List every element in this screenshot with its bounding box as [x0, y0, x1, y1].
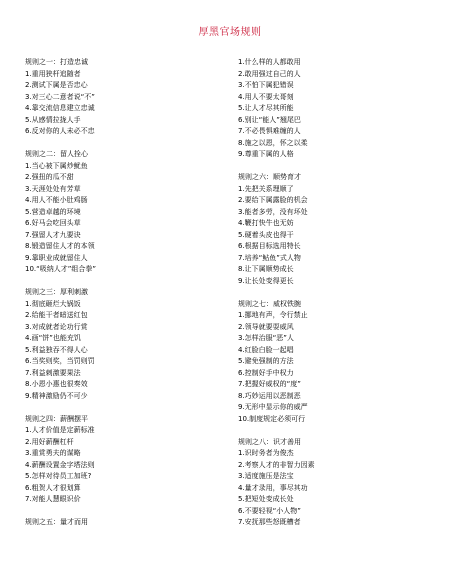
section-heading: 规则之八：识才善用 [238, 437, 301, 446]
list-item: 6.反对你的人未必不忠 [25, 127, 95, 135]
spacer [25, 402, 230, 414]
list-item: 3.不怕下属犯错误 [238, 81, 294, 89]
list-item: 6.好马会吃回头草 [25, 219, 81, 227]
list-item: 6.根据目标选用特长 [238, 242, 301, 250]
left-column [25, 57, 230, 529]
list-item: 4.用人不能小肚鸡肠 [25, 196, 88, 204]
section-heading: 规则之一：打造忠诚 [25, 58, 88, 66]
list-item: 1.重用狭杆追随者 [25, 69, 81, 78]
list-item: 5.营造卓越的环境 [25, 207, 81, 216]
list-item: 4.靠交流信息建立忠诚 [25, 104, 95, 112]
list-item: 5.从感情拉拢人手 [25, 115, 81, 124]
list-item: 7.强留人才九要诀 [25, 230, 81, 239]
spacer [25, 138, 230, 150]
list-item: 8.锻造留住人才的本领 [25, 242, 95, 250]
spacer [238, 161, 443, 173]
list-item: 3.重赏勇夫的谋略 [25, 449, 81, 457]
list-item: 4.鞭打快牛也无妨 [238, 219, 294, 227]
list-item: 5.让人才尽其所能 [238, 104, 294, 112]
list-item: 3.怎样治服“恶”人 [238, 334, 294, 342]
list-item: 9.让长处变得更长 [238, 276, 294, 285]
list-item: 2.要给下属露脸的机会 [238, 196, 308, 204]
section-heading: 规则之二：留人拴心 [25, 150, 88, 158]
list-item: 9.精神激励仍不可少 [25, 391, 88, 400]
list-item: 5.怎样对待员工加班? [25, 472, 92, 480]
spacer [238, 425, 443, 437]
list-item: 2.给能干者暗送红包 [25, 311, 88, 319]
list-item: 2.强扭的瓜不甜 [25, 173, 74, 181]
section-heading: 规则之三：厚利刺激 [25, 288, 88, 296]
list-item: 3.对三心二意者说“不” [25, 92, 95, 101]
list-item: 8.小恩小惠也很奏效 [25, 380, 88, 388]
list-item: 8.让下属顺势成长 [238, 265, 294, 273]
list-item: 6.控制好手中权力 [238, 368, 294, 377]
list-item: 2.考察人才的非智力因素 [238, 460, 315, 469]
list-item: 4.用人不要太哥刻 [238, 92, 294, 101]
list-item: 7.把握好威权的“度” [238, 380, 301, 388]
spacer [25, 506, 230, 518]
section-heading: 规则之六：顺势育才 [238, 173, 301, 181]
list-item: 7.对能人慧眼识价 [25, 495, 81, 503]
list-item: 8.施之以恩，怀之以柔 [238, 138, 308, 147]
list-item: 3.适度施压是法宝 [238, 472, 294, 480]
list-item: 1.人才价值是定薪标准 [25, 426, 95, 434]
list-item: 9.靠职业成就留住人 [25, 253, 88, 262]
list-item: 3.天涯处处有芳草 [25, 184, 81, 193]
list-item: 7.利益刺激要果法 [25, 368, 81, 377]
list-item: 4.量才录用，事尽其功 [238, 483, 308, 492]
list-item: 1.什么样的人都敢用 [238, 58, 301, 66]
list-item: 5.利益独吞不得人心 [25, 345, 88, 354]
list-item: 4.红脸白脸一起唱 [238, 345, 294, 354]
section-heading: 规则之四：薪酬摆平 [25, 414, 88, 423]
list-item: 7.安抚那些怒既槽者 [238, 518, 301, 526]
list-item: 10.制度规定必须可行 [238, 414, 306, 423]
list-item: 1.挪地有声，令行禁止 [238, 311, 308, 319]
spacer [238, 287, 443, 299]
list-item: 1.彻底砸烂大锅饭 [25, 299, 81, 308]
list-item: 3.能者多劳，没有坏处 [238, 207, 308, 216]
list-item: 6.粗贺人才很划算 [25, 483, 81, 492]
list-item: 6.别让“能人”翘尾巴 [238, 115, 301, 124]
list-item: 9.无形中显示你的威严 [238, 403, 308, 411]
list-item: 10.“吸纳人才”组合拳” [25, 265, 97, 273]
right-column [238, 57, 443, 529]
list-item: 7.不必畏惧难缠的人 [238, 127, 301, 135]
list-item: 1.识时务者为俊杰 [238, 449, 294, 457]
list-item: 3.对成就者论功行赏 [25, 322, 88, 331]
list-item: 5.把短处变成长处 [238, 495, 294, 503]
list-item: 1.当心被下属炒鱿鱼 [25, 161, 88, 170]
list-item: 2.测试下属是否忠心 [25, 81, 88, 89]
list-item: 7.培养“鲇鱼”式人物 [238, 253, 301, 262]
list-item: 2.敢用强过自己的人 [238, 69, 301, 78]
list-item: 5.避免强制的方法 [238, 357, 294, 365]
list-item: 2.领导就要耍威风 [238, 322, 294, 331]
list-item: 4.薪酬设置金字塔法则 [25, 460, 95, 469]
list-item: 6.当奖则奖，当罚则罚 [25, 357, 95, 365]
list-item: 1.先把关系理顺了 [238, 184, 294, 193]
list-item: 2.用好薪酬杠杆 [25, 437, 74, 446]
list-item: 5.硬着头皮也得干 [238, 230, 294, 239]
list-item: 4.画“饼”也能充饥 [25, 334, 81, 342]
section-heading: 规则之七：威权铁腕 [238, 299, 301, 308]
spacer [25, 276, 230, 288]
list-item: 9.尊重下属的人格 [238, 150, 294, 158]
list-item: 6.不要轻视“小人物” [238, 506, 301, 515]
list-item: 8.巧妙运用以恶制恶 [238, 391, 301, 400]
section-heading: 规则之五：量才而用 [25, 518, 88, 526]
document-title: 厚黑官场规则 [198, 27, 262, 38]
